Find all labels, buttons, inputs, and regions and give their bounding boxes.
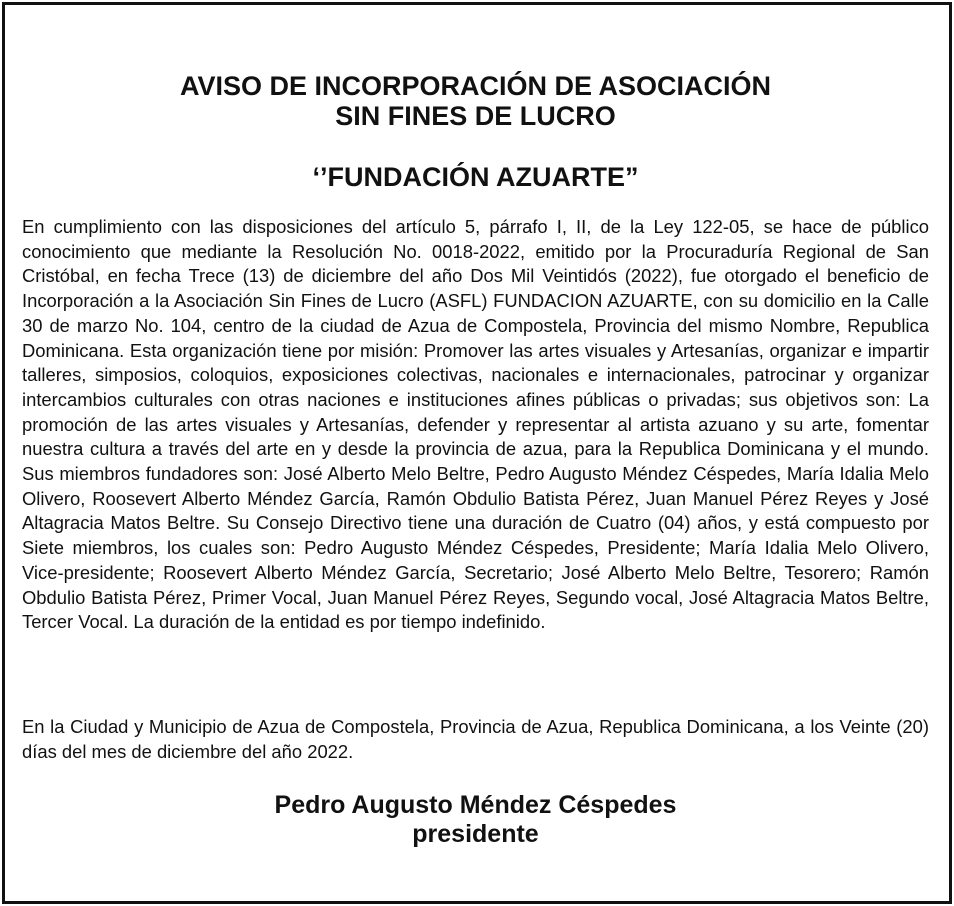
notice-content xyxy=(22,5,929,901)
organization-name: ‘’FUNDACIÓN AZUARTE” xyxy=(312,162,639,192)
notice-frame xyxy=(2,2,952,904)
body-paragraph: En cumplimiento con las disposiciones del artículo 5, párrafo I, II, de la Ley 122-05, se hace de público conocimiento que mediante la Resolución No. 0018-2022, emitido por la Procuraduría Regional de San Cristóbal, en fecha Trece (13) de diciembre del año Dos Mil Veintidós (2022), fue otorgado el beneficio de Incorporación a la Asociación Sin Fines de Lucro (ASFL) FUNDACION AZUARTE, con su domicilio en la Calle 30 de marzo No. 104, centro de la ciudad de Azua de Compostela, Provincia del mismo Nombre, Republica Dominicana. Esta organización tiene por misión: Promover las artes visuales y Artesanías, organizar e impartir talleres, simposios, coloquios, exposiciones colectivas, nacionales e internacionales, patrocinar y organizar intercambios culturales con otras naciones e instituciones afines públicas o privadas; sus objetivos son: La promoción de las artes visuales y Artesanías, defender y representar al artista azuano y su arte, fomentar nuestra cultura a través del arte en y desde la provincia de azua, para la Republica Dominicana y el mundo. Sus miembros fundadores son: José Alberto Melo Beltre, Pedro Augusto Méndez Céspedes, María Idalia Melo Olivero, Roosevert Alberto Méndez García, Ramón Obdulio Batista Pérez, Juan Manuel Pérez Reyes y José Altagracia Matos Beltre. Su Consejo Directivo tiene una duración de Cuatro (04) años, y está compuesto por Siete miembros, los cuales son: Pedro Augusto Méndez Céspedes, Presidente; María Idalia Melo Olivero, Vice-presidente; Roosevert Alberto Méndez García, Secretario; José Alberto Melo Beltre, Tesorero; Ramón Obdulio Batista Pérez, Primer Vocal, Juan Manuel Pérez Reyes, Segundo vocal, José Altagracia Matos Beltre, Tercer Vocal. La duración de la entidad es por tiempo indefinido. xyxy=(22,216,929,633)
notice-title-line-2: SIN FINES DE LUCRO xyxy=(335,101,616,131)
closing-paragraph: En la Ciudad y Municipio de Azua de Compostela, Provincia de Azua, Republica Dominicana, a los Veinte (20) días del mes de diciembre del año 2022. xyxy=(22,716,929,762)
signature-block xyxy=(22,791,929,849)
signatory-role: presidente xyxy=(412,820,539,848)
notice-title-line-1: AVISO DE INCORPORACIÓN DE ASOCIACIÓN xyxy=(179,71,772,101)
notice-title xyxy=(22,71,929,131)
signatory-name: Pedro Augusto Méndez Céspedes xyxy=(274,791,677,819)
